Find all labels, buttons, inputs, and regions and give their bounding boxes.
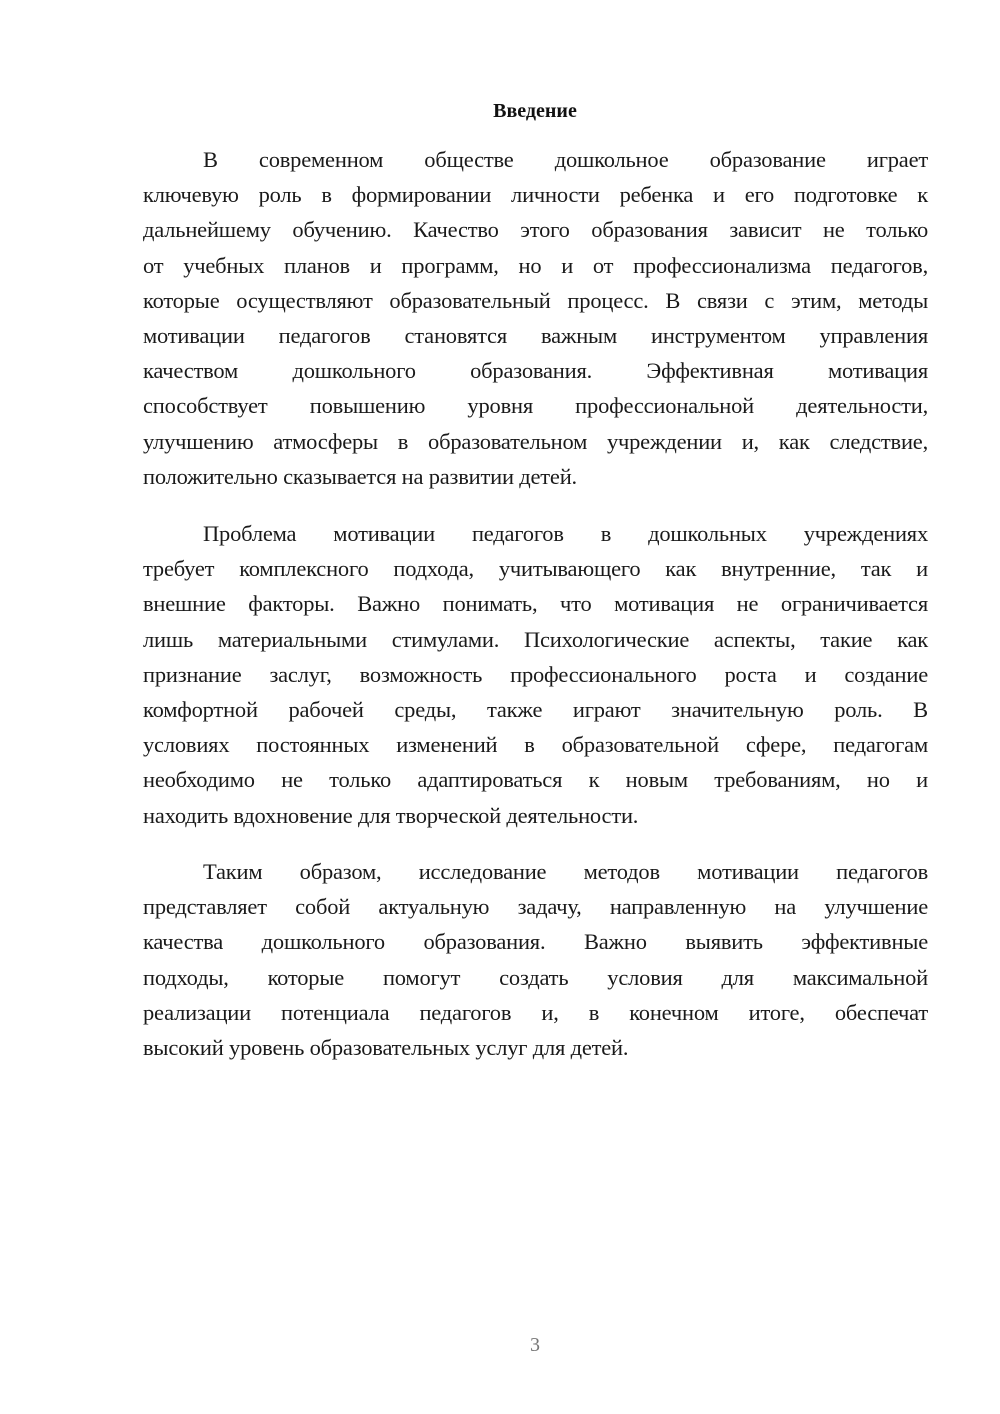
paragraph-line: ключевую роль в формировании личности ребенка и его подготовке к [143, 182, 928, 208]
paragraph-line: от учебных планов и программ, но и от профессионализма педагогов, [143, 252, 928, 278]
paragraph-line: внешние факторы. Важно понимать, что мотивация не ограничивается [143, 591, 928, 617]
paragraph-line: способствует повышению уровня профессиональной деятельности, [143, 393, 928, 419]
paragraph-line: лишь материальными стимулами. Психологические аспекты, такие как [143, 626, 928, 652]
paragraph-line: мотивации педагогов становятся важным инструментом управления [143, 322, 928, 348]
paragraph-line: Таким образом, исследование методов мотивации педагогов [203, 859, 928, 884]
paragraph-line: находить вдохновение для творческой деятельности. [143, 802, 639, 828]
paragraph-line: подходы, которые помогут создать условия для максимальной [143, 964, 928, 990]
page-number: 3 [530, 1334, 540, 1356]
paragraph-line: условиях постоянных изменений в образовательной сфере, педагогам [143, 732, 928, 758]
paragraph-line: Проблема мотивации педагогов в дошкольных учреждениях [203, 521, 928, 546]
paragraph-line: необходимо не только адаптироваться к новым требованиям, но и [143, 767, 928, 793]
paragraph-line: которые осуществляют образовательный процесс. В связи с этим, методы [143, 287, 928, 313]
paragraph-line: В современном обществе дошкольное образование играет [203, 147, 928, 172]
paragraph-line: реализации потенциала педагогов и, в конечном итоге, обеспечат [143, 999, 928, 1025]
paragraph-line: положительно сказывается на развитии детей. [143, 463, 577, 489]
paragraph-line: улучшению атмосферы в образовательном учреждении и, как следствие, [143, 428, 928, 454]
paragraph-2 [143, 516, 928, 833]
paragraph-1 [143, 142, 928, 494]
paragraph-line: качеством дошкольного образования. Эффективная мотивация [143, 358, 928, 384]
paragraph-line: требует комплексного подхода, учитывающего как внутренние, так и [143, 556, 928, 582]
paragraph-line: признание заслуг, возможность профессионального роста и создание [143, 661, 928, 687]
paragraph-3 [143, 854, 928, 1065]
paragraph-line: комфортной рабочей среды, также играют значительную роль. В [143, 696, 928, 722]
paragraph-line: высокий уровень образовательных услуг для детей. [143, 1034, 629, 1060]
paragraph-line: дальнейшему обучению. Качество этого образования зависит не только [143, 217, 928, 243]
section-heading: Введение [493, 100, 577, 122]
paragraph-line: качества дошкольного образования. Важно выявить эффективные [143, 929, 928, 955]
paragraph-line: представляет собой актуальную задачу, направленную на улучшение [143, 894, 928, 920]
